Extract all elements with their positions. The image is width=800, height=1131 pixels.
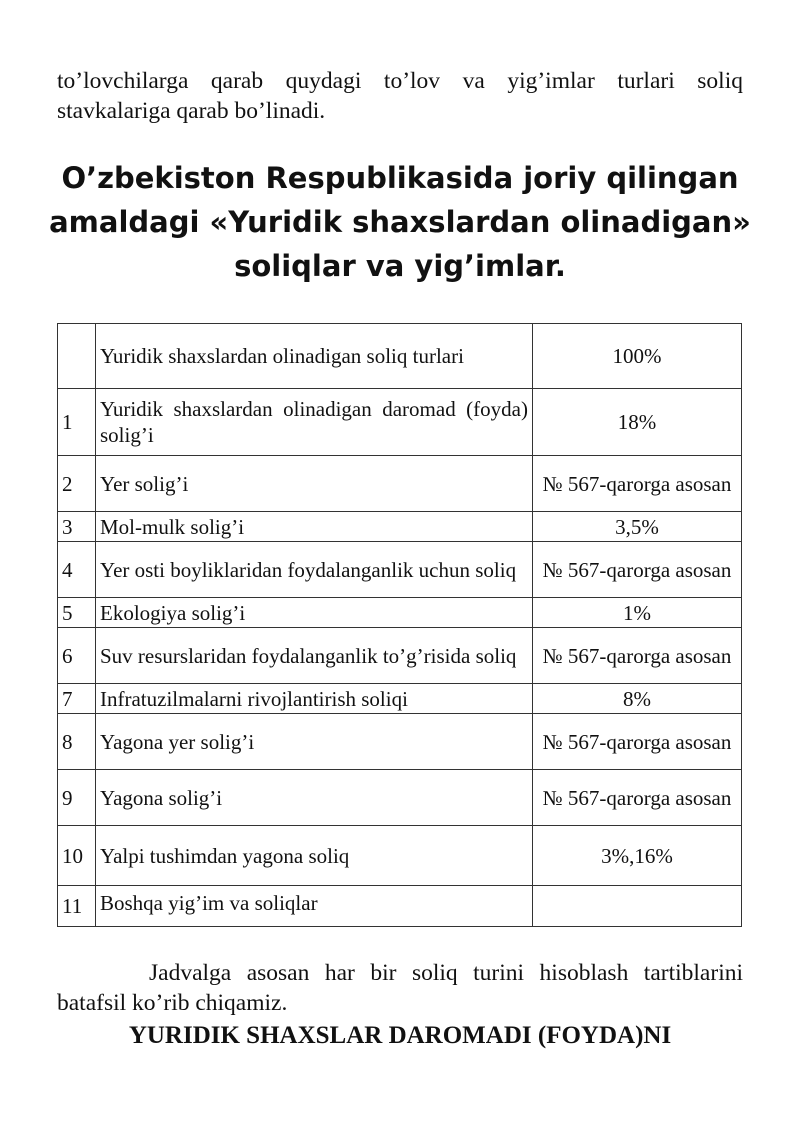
row-tax-name: Yagona yer solig’i <box>96 714 533 770</box>
row-tax-name: Suv resurslaridan foydalanganlik to’g’risida soliq <box>96 628 533 684</box>
row-num: 3 <box>58 512 96 542</box>
section-heading: YURIDIK SHAXSLAR DAROMADI (FOYDA)NI <box>128 1022 672 1049</box>
row-rate: 3%,16% <box>533 826 742 886</box>
header-value-cell: 100% <box>533 324 742 389</box>
table-row <box>58 770 742 826</box>
header-name-cell: Yuridik shaxslardan olinadigan soliq turlari <box>96 324 533 389</box>
table-row <box>58 389 742 456</box>
row-rate: 3,5% <box>533 512 742 542</box>
table-row <box>58 886 742 927</box>
tax-table <box>57 323 742 927</box>
row-num: 10 <box>58 826 96 886</box>
row-tax-name: Yer osti boyliklaridan foydalanganlik uchun soliq <box>96 542 533 598</box>
header-num-cell <box>58 324 96 389</box>
table-row <box>58 512 742 542</box>
row-rate: 1% <box>533 598 742 628</box>
row-tax-name: Infratuzilmalarni rivojlantirish soliqi <box>96 684 533 714</box>
closing-paragraph <box>57 958 743 1018</box>
closing-text: Jadvalga asosan har bir soliq turini hisoblash tartiblarini batafsil ko’rib chiqamiz. <box>57 960 743 1016</box>
row-tax-name: Boshqa yig’im va soliqlar <box>96 886 533 927</box>
table-row <box>58 628 742 684</box>
row-num: 5 <box>58 598 96 628</box>
row-rate: № 567-qarorga asosan <box>533 770 742 826</box>
table-row <box>58 826 742 886</box>
table-header-row <box>58 324 742 389</box>
table-row <box>58 598 742 628</box>
row-num: 11 <box>58 886 96 927</box>
row-rate <box>533 886 742 927</box>
row-tax-name: Yalpi tushimdan yagona soliq <box>96 826 533 886</box>
title-line-2: amaldagi «Yuridik shaxslardan olinadigan» <box>49 205 751 239</box>
row-num: 4 <box>58 542 96 598</box>
row-rate: 8% <box>533 684 742 714</box>
row-tax-name: Yuridik shaxslardan olinadigan daromad (foyda) solig’i <box>96 389 533 456</box>
row-rate: № 567-qarorga asosan <box>533 628 742 684</box>
row-rate: № 567-qarorga asosan <box>533 456 742 512</box>
row-rate: 18% <box>533 389 742 456</box>
page-title <box>40 156 760 288</box>
table-row <box>58 456 742 512</box>
row-tax-name: Yer solig’i <box>96 456 533 512</box>
row-tax-name: Mol-mulk solig’i <box>96 512 533 542</box>
table-row <box>58 542 742 598</box>
row-num: 9 <box>58 770 96 826</box>
row-tax-name: Ekologiya solig’i <box>96 598 533 628</box>
row-tax-name: Yagona solig’i <box>96 770 533 826</box>
title-line-3: soliqlar va yig’imlar. <box>234 249 566 283</box>
row-num: 6 <box>58 628 96 684</box>
row-num: 8 <box>58 714 96 770</box>
row-rate: № 567-qarorga asosan <box>533 542 742 598</box>
title-line-1: O’zbekiston Respublikasida joriy qilingan <box>61 161 739 195</box>
row-rate: № 567-qarorga asosan <box>533 714 742 770</box>
table-row <box>58 684 742 714</box>
row-num: 1 <box>58 389 96 456</box>
row-num: 7 <box>58 684 96 714</box>
intro-paragraph: to’lovchilarga qarab quydagi to’lov va yig’imlar turlari soliq stavkalariga qarab bo’linadi. <box>57 68 743 124</box>
row-num: 2 <box>58 456 96 512</box>
table-row <box>58 714 742 770</box>
